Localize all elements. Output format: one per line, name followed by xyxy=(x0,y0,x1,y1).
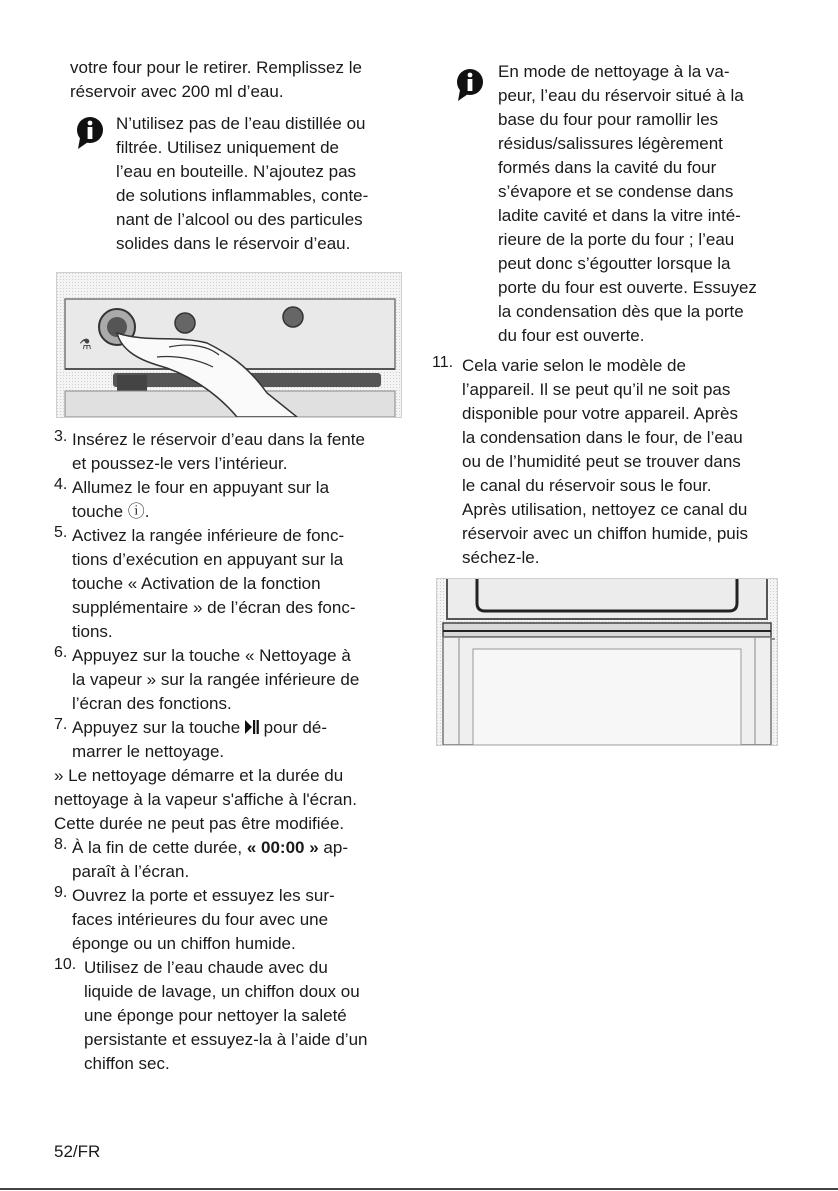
step-line: chiffon sec. xyxy=(84,1054,170,1073)
note-line: l’eau en bouteille. N’ajoutez pas xyxy=(116,162,357,181)
steps-list xyxy=(54,428,410,1076)
note-line: résidus/salissures légèrement xyxy=(498,134,723,153)
result-line: nettoyage à la vapeur s'affiche à l'écran. xyxy=(54,790,357,809)
step-line: Après utilisation, nettoyez ce canal du xyxy=(462,500,748,519)
step-9 xyxy=(54,884,410,956)
info-icon xyxy=(456,68,484,102)
step-line: la condensation dans le four, de l’eau xyxy=(462,428,743,447)
step-line: tions d’exécution en appuyant sur la xyxy=(72,550,344,569)
bottom-divider xyxy=(0,1188,838,1190)
step-line: marrer le nettoyage. xyxy=(72,742,225,761)
step-line: une éponge pour nettoyer la saleté xyxy=(84,1006,347,1025)
info-note-steam xyxy=(432,60,800,348)
step-6 xyxy=(54,644,410,716)
step-line: liquide de lavage, un chiffon doux ou xyxy=(84,982,360,1001)
step-line: touche ⓘ. xyxy=(72,502,150,521)
result-line: » Le nettoyage démarre et la durée du xyxy=(54,766,344,785)
timer-display-value: « 00:00 » xyxy=(246,838,319,857)
step-line: Allumez le four en appuyant sur la xyxy=(72,478,330,497)
step-line xyxy=(72,836,410,860)
step-line: l’écran des fonctions. xyxy=(72,694,232,713)
step-number: 5. xyxy=(54,524,68,541)
step-line: Activez la rangée inférieure de fonc- xyxy=(72,526,345,545)
step-line: Appuyez sur la touche « Nettoyage à xyxy=(72,646,351,665)
step-number: 10. xyxy=(54,956,77,973)
note-line: nant de l’alcool ou des particules xyxy=(116,210,363,229)
play-pause-icon xyxy=(245,720,259,734)
oven-door-channel-illustration xyxy=(436,578,778,746)
step-number: 3. xyxy=(54,428,68,445)
step-line: réservoir avec un chiffon humide, puis xyxy=(462,524,749,543)
note-line: de solutions inflammables, conte- xyxy=(116,186,369,205)
step-7-suffix: pour dé- xyxy=(258,718,327,737)
note-line: filtrée. Utilisez uniquement de xyxy=(116,138,340,157)
oven-control-panel-illustration xyxy=(56,272,402,418)
right-column xyxy=(432,60,800,746)
step-line: tions. xyxy=(72,622,113,641)
step-line: éponge ou un chiffon humide. xyxy=(72,934,296,953)
step-number: 9. xyxy=(54,884,68,901)
step-line: supplémentaire » de l’écran des fonc- xyxy=(72,598,356,617)
intro-line: votre four pour le retirer. Remplissez le xyxy=(70,58,362,77)
note-line: ladite cavité et dans la vitre inté- xyxy=(498,206,741,225)
step-line: Ouvrez la porte et essuyez les sur- xyxy=(72,886,335,905)
step-8 xyxy=(54,836,410,884)
step-8-prefix: À la fin de cette durée, xyxy=(72,838,247,857)
step-line: persistante et essuyez-la à l’aide d’un xyxy=(84,1030,368,1049)
step-7 xyxy=(54,716,410,764)
note-line: porte du four est ouverte. Essuyez xyxy=(498,278,757,297)
result-line: Cette durée ne peut pas être modifiée. xyxy=(54,814,345,833)
oven-door-drawing xyxy=(437,579,777,745)
step-5 xyxy=(54,524,410,644)
step-number: 8. xyxy=(54,836,68,853)
oven-panel-drawing xyxy=(57,273,401,417)
step-line: ou de l’humidité peut se trouver dans xyxy=(462,452,741,471)
step-line: Cela varie selon le modèle de xyxy=(462,356,686,375)
page-number: 52/FR xyxy=(54,1142,101,1161)
note-line: N’utilisez pas de l’eau distillée ou xyxy=(116,114,366,133)
svg-text:⚗: ⚗ xyxy=(79,337,92,353)
note-line: du four est ouverte. xyxy=(498,326,645,345)
info-note-water xyxy=(54,112,410,256)
step-line: et poussez-le vers l’intérieur. xyxy=(72,454,288,473)
note-line: rieure de la porte du four ; l’eau xyxy=(498,230,735,249)
left-column xyxy=(54,56,410,1076)
step-number: 11. xyxy=(432,354,454,371)
note-line: formés dans la cavité du four xyxy=(498,158,717,177)
step-number: 4. xyxy=(54,476,68,493)
intro-line: réservoir avec 200 ml d’eau. xyxy=(70,82,284,101)
note-line: la condensation dès que la porte xyxy=(498,302,744,321)
step-4 xyxy=(54,476,410,524)
note-line: s’évapore et se condense dans xyxy=(498,182,734,201)
step-3 xyxy=(54,428,410,476)
note-line: solides dans le réservoir d’eau. xyxy=(116,234,351,253)
note-line: base du four pour ramollir les xyxy=(498,110,719,129)
step-line: paraît à l’écran. xyxy=(72,862,190,881)
step-line: Utilisez de l’eau chaude avec du xyxy=(84,958,328,977)
step-line: Insérez le réservoir d’eau dans la fente xyxy=(72,430,365,449)
step-line: touche « Activation de la fonction xyxy=(72,574,321,593)
note-line: En mode de nettoyage à la va- xyxy=(498,62,730,81)
step-line: l’appareil. Il se peut qu’il ne soit pas xyxy=(462,380,731,399)
step-7-prefix: Appuyez sur la touche xyxy=(72,718,245,737)
step-line: séchez-le. xyxy=(462,548,540,567)
step-line: disponible pour votre appareil. Après xyxy=(462,404,738,423)
step-line xyxy=(72,716,410,740)
step-11 xyxy=(432,354,800,570)
step-10 xyxy=(54,956,410,1076)
step-number: 6. xyxy=(54,644,68,661)
step-number: 7. xyxy=(54,716,68,733)
note-line: peur, l’eau du réservoir situé à la xyxy=(498,86,744,105)
info-icon xyxy=(76,116,104,150)
step-line: faces intérieures du four avec une xyxy=(72,910,329,929)
step-8-suffix: ap- xyxy=(318,838,348,857)
step-line: la vapeur » sur la rangée inférieure de xyxy=(72,670,360,689)
note-line: peut donc s’égoutter lorsque la xyxy=(498,254,731,273)
step-line: le canal du réservoir sous le four. xyxy=(462,476,712,495)
